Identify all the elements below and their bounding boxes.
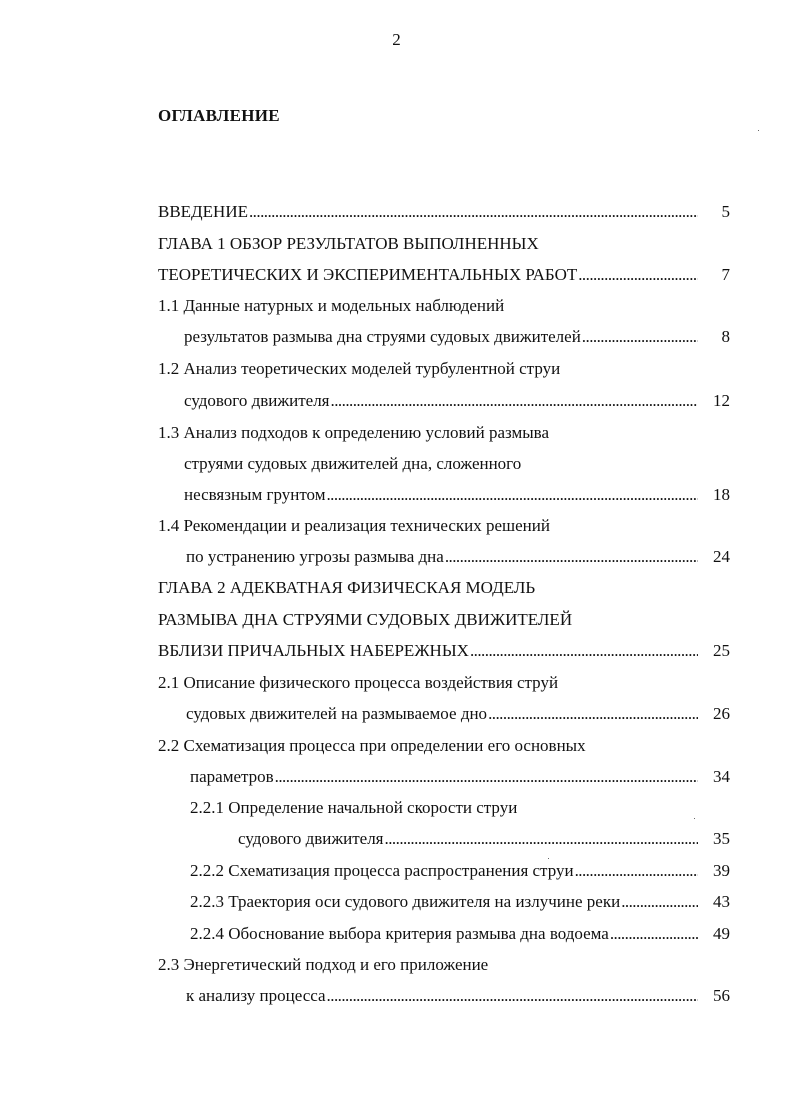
toc-entry: ГЛАВА 1 ОБЗОР РЕЗУЛЬТАТОВ ВЫПОЛНЕННЫХ [158, 234, 539, 253]
toc-page: 49 [713, 924, 730, 943]
toc-entry: 1.4 Рекомендации и реализация технических решений [158, 516, 550, 535]
dot-leader [610, 924, 698, 944]
toc-entry: ВВЕДЕНИЕ . . . 5 [158, 202, 730, 222]
toc-entry: судовых движителей на размываемое дно . . . 26 [186, 704, 730, 724]
dot-leader [621, 892, 698, 912]
toc-page: 35 [713, 829, 730, 848]
toc-entry: ТЕОРЕТИЧЕСКИХ И ЭКСПЕРИМЕНТАЛЬНЫХ РАБОТ . . . 7 [158, 265, 730, 285]
dot-leader [582, 327, 698, 347]
dot-leader [445, 547, 698, 567]
scan-speck [548, 858, 549, 859]
scan-speck [694, 818, 695, 819]
scan-speck [758, 130, 759, 131]
toc-page: 34 [713, 767, 730, 786]
dot-leader [578, 265, 698, 285]
dot-leader [575, 861, 698, 881]
toc-entry: 2.2 Схематизация процесса при определении его основных [158, 736, 586, 755]
dot-leader [385, 829, 698, 849]
toc-page: 56 [713, 986, 730, 1005]
dot-leader [331, 391, 698, 411]
toc-entry: 1.3 Анализ подходов к определению условий размыва [158, 423, 550, 442]
toc-entry: струями судовых движителей дна, сложенного [184, 454, 522, 473]
toc-page: 43 [713, 892, 730, 911]
toc-entry: РАЗМЫВА ДНА СТРУЯМИ СУДОВЫХ ДВИЖИТЕЛЕЙ [158, 610, 573, 629]
toc-entry: параметров . . . 34 [190, 767, 730, 787]
toc-entry: 2.2.3 Траектория оси судового движителя на излучине реки . . . 43 [190, 892, 730, 912]
toc-entry: 2.2.1 Определение начальной скорости струи [190, 798, 518, 817]
toc-page: 18 [713, 485, 730, 504]
toc-entry: результатов размыва дна струями судовых движителей . . . 8 [184, 327, 730, 347]
toc-entry: по устранению угрозы размыва дна . . . 24 [186, 547, 730, 567]
toc-page: 26 [713, 704, 730, 723]
toc-entry: 2.3 Энергетический подход и его приложение [158, 955, 489, 974]
dot-leader [275, 767, 698, 787]
toc-title: ОГЛАВЛЕНИЕ [158, 106, 280, 125]
dot-leader [470, 641, 698, 661]
toc-page: 24 [713, 547, 730, 566]
toc-page: 5 [721, 202, 730, 221]
toc-entry: судового движителя . . . 12 [184, 391, 730, 411]
toc-entry: судового движителя . . . 35 [238, 829, 730, 849]
toc-entry: к анализу процесса . . . 56 [186, 986, 730, 1006]
toc-entry: 1.2 Анализ теоретических моделей турбулентной струи [158, 359, 561, 378]
toc-page: 8 [721, 327, 730, 346]
dot-leader [249, 202, 698, 222]
toc-page: 12 [713, 391, 730, 410]
toc-entry: 1.1 Данные натурных и модельных наблюдений [158, 296, 505, 315]
toc-entry: ВБЛИЗИ ПРИЧАЛЬНЫХ НАБЕРЕЖНЫХ . . . 25 [158, 641, 730, 661]
toc-entry: 2.2.2 Схематизация процесса распространения струи . . . 39 [190, 861, 730, 881]
toc-entry: 2.1 Описание физического процесса воздействия струй [158, 673, 559, 692]
dot-leader [326, 485, 698, 505]
toc-entry: несвязным грунтом . . . 18 [184, 485, 730, 505]
dot-leader [488, 704, 698, 724]
page-number: 2 [392, 30, 401, 49]
toc-page: 25 [713, 641, 730, 660]
toc-entry: 2.2.4 Обоснование выбора критерия размыва дна водоема . . . 49 [190, 924, 730, 944]
dot-leader [327, 986, 698, 1006]
toc-page: 39 [713, 861, 730, 880]
toc-entry: ГЛАВА 2 АДЕКВАТНАЯ ФИЗИЧЕСКАЯ МОДЕЛЬ [158, 578, 536, 597]
toc-page: 7 [721, 265, 730, 284]
